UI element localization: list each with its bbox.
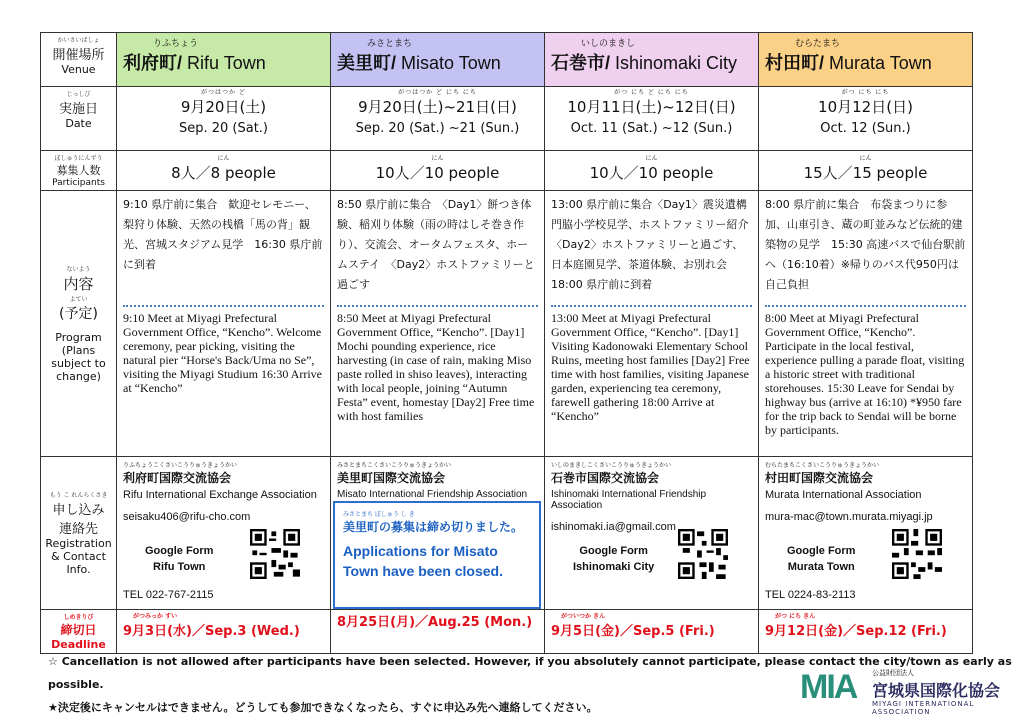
program-row	[41, 191, 973, 457]
org-name-jp: 石巻市国際交流協会	[551, 471, 660, 485]
venue-label-ruby: かいさいばしょ	[57, 37, 100, 44]
deadline-label: しめきりび 締切日 Deadline	[41, 610, 117, 654]
deadline-row	[41, 610, 973, 654]
phone-number: TEL 022-767-2115	[123, 589, 214, 601]
applications-closed-notice: みさとまち ぼしゅう し き 美里町の募集は締め切りました。 Applications for Misato Town have been closed.	[333, 501, 541, 609]
contact-row	[41, 457, 973, 610]
venue-row	[41, 33, 973, 87]
email-link[interactable]: mura-mac@town.murata.miyagi.jp	[765, 511, 933, 523]
people-rifu: にん 8人／8 people	[117, 151, 331, 191]
venue-misato	[331, 33, 545, 87]
logo-jp: 宮城県国際化協会	[872, 681, 1001, 700]
people-murata: にん 15人／15 people	[759, 151, 973, 191]
org-name-jp: 村田町国際交流協会	[765, 471, 874, 485]
note-english: ☆ Cancellation is not allowed after participants have been selected. However, if you absolutely cannot participate, please contact the city/town as early as possible.	[48, 655, 1012, 691]
date-ishinomaki: がつ にち ど にち にち 10月11日(土)~12日(日) Oct. 11 (Sat.) ~12 (Sun.)	[545, 87, 759, 151]
qr-code-icon[interactable]	[678, 529, 728, 579]
deadline-misato: 8月25日(月)／Aug.25 (Mon.)	[331, 610, 545, 654]
date-label: じっしび 実施日 Date	[41, 87, 117, 151]
participants-label: ぼしゅうにんずう 募集人数 Participants	[41, 151, 117, 191]
org-name-jp: 美里町国際交流協会	[337, 471, 446, 485]
venue-name: 美里町/ Misato Town	[337, 53, 501, 73]
program-divider	[337, 305, 538, 307]
logo-small: 公益財団法人	[872, 669, 914, 677]
program-misato: 8:50 県庁前に集合 〈Day1〉餅つき体験、稲刈り体験（雨の時はしそ巻き作り）、交流会、オータムフェスタ、ホームステイ 〈Day2〉ホストファミリーと過ごす 8:50 Meet at Miyagi Prefectural Government Office, “Kencho”. [Day1] Mochi pounding experience, rice harvesting (in case of rain, making Miso paste rolled in shiso leaves), interacting with local people, joining “Autumn Festa” event, homestay [Day2] Free time with host families	[331, 191, 545, 457]
date-murata: がつ にち にち 10月12日(日) Oct. 12 (Sun.)	[759, 87, 973, 151]
event-sheet	[40, 32, 972, 654]
email-link[interactable]: ishinomaki.ia@gmail.com	[551, 521, 676, 533]
venue-ruby: みさとまち	[367, 39, 413, 49]
google-form-link[interactable]: Google Form Murata Town	[787, 545, 856, 573]
contact-rifu: りふちょうこくさいこうりゅうきょうかい 利府町国際交流協会 Rifu International Exchange Association seisaku406@rifu-cho.com Google Form Rifu Town TEL 022-767-2115	[117, 457, 331, 610]
phone-number: TEL 0224-83-2113	[765, 589, 856, 601]
org-name-en: Rifu International Exchange Association	[123, 489, 317, 501]
venue-label-jp: 開催場所	[52, 48, 105, 63]
program-label: ないよう 内容 よてい (予定) Program (Plans subject to change)	[41, 191, 117, 457]
deadline-ishinomaki: がついつか きん 9月5日(金)／Sep.5 (Fri.)	[545, 610, 759, 654]
contact-label: もう こ れんらくさき 申し込み 連絡先 Registration & Contact Info.	[41, 457, 117, 610]
venue-name: 利府町/ Rifu Town	[123, 53, 266, 73]
venue-ruby: いしのまきし	[581, 39, 636, 49]
venue-murata	[759, 33, 973, 87]
venue-rifu	[117, 33, 331, 87]
qr-code-icon[interactable]	[892, 529, 942, 579]
program-ishinomaki: 13:00 県庁前に集合〈Day1〉震災遺構門脇小学校見学、ホストファミリー紹介 〈Day2〉ホストファミリーと過ごす、日本庭園見学、茶道体験、お別れ会 18:00 県庁前に到着 13:00 Meet at Miyagi Prefectural Government Office, “Kencho”. [Day1] Visiting Kadonowaki Elementary School Ruins, meeting host families [Day2] Free time with host families, visiting Japanese garden, experiencing tea ceremony, farewell gathering 18:00 Arrive at “Kencho”	[545, 191, 759, 457]
deadline-rifu: がつみっか すい 9月3日(水)／Sep.3 (Wed.)	[117, 610, 331, 654]
program-divider	[123, 305, 324, 307]
participants-row	[41, 151, 973, 191]
venue-label	[41, 33, 117, 87]
venue-ruby: りふちょう	[153, 39, 199, 49]
program-divider	[551, 305, 752, 307]
org-name-en: Misato International Friendship Association	[337, 489, 528, 500]
venue-label-en: Venue	[61, 63, 96, 76]
program-divider	[765, 305, 966, 307]
google-form-link[interactable]: Google Form Rifu Town	[145, 545, 214, 573]
logo-en: MIYAGI INTERNATIONAL ASSOCIATION	[872, 700, 975, 716]
venue-name: 村田町/ Murata Town	[765, 53, 932, 73]
program-murata: 8:00 県庁前に集合 布袋まつりに参加、山車引き、蔵の町並みなど伝統的建築物の見学 15:30 高速バスで仙台駅前へ（16:10着）※帰りのバス代950円は自己負担 8:00 Meet at Miyagi Prefectural Government Office, “Kencho”. Participate in the local festival, experience pulling a parade float, visiting a historic street with traditional storehouses. 15:30 Leave for Sendai by highway bus (arrive at 16:10) *¥950 fare for the trip back to Sendai will be borne by participants.	[759, 191, 973, 457]
date-rifu: がつはつか ど 9月20日(土) Sep. 20 (Sat.)	[117, 87, 331, 151]
deadline-murata: がつ にち きん 9月12日(金)／Sep.12 (Fri.)	[759, 610, 973, 654]
date-misato: がつはつか ど にち にち 9月20日(土)~21日(日) Sep. 20 (Sat.) ~21 (Sun.)	[331, 87, 545, 151]
org-name-jp: 利府町国際交流協会	[123, 471, 232, 485]
qr-code-icon[interactable]	[250, 529, 300, 579]
schedule-table	[40, 32, 973, 654]
google-form-link[interactable]: Google Form Ishinomaki City	[573, 545, 655, 573]
contact-ishinomaki: いしのまきしこくさいこうりゅうきょうかい 石巻市国際交流協会 Ishinomaki International Friendship Association ishinomaki.ia@gmail.com Google Form Ishinomaki City	[545, 457, 759, 610]
venue-ruby: むらたまち	[795, 39, 841, 49]
people-misato: にん 10人／10 people	[331, 151, 545, 191]
contact-murata: むらたまちこくさいこうりゅうきょうかい 村田町国際交流協会 Murata International Association mura-mac@town.murata.miyagi.jp Google Form Murata Town TEL 0224-83-2113	[759, 457, 973, 610]
mia-logo	[800, 666, 1000, 714]
venue-name: 石巻市/ Ishinomaki City	[551, 53, 738, 73]
org-name-en: Ishinomaki International Friendship Association	[551, 489, 707, 511]
logo-mark: MIA	[800, 668, 857, 706]
program-rifu: 9:10 県庁前に集合 歓迎セレモニー、梨狩り体験、天然の桟橋「馬の背」観光、宮城スタジアム見学 16:30 県庁前に到着 9:10 Meet at Miyagi Prefectural Government Office, “Kencho”. Welcome ceremony, pear picking, visiting the natural pier “Horse's Back/Uma no Se”, visiting the Miyagi Studium 16:30 Arrive at “Kencho”	[117, 191, 331, 457]
people-ishinomaki: にん 10人／10 people	[545, 151, 759, 191]
venue-ishinomaki	[545, 33, 759, 87]
org-name-en: Murata International Association	[765, 489, 922, 501]
contact-misato: みさとまちこくさいこうりゅうきょうかい 美里町国際交流協会 Misato International Friendship Association みさとまち ぼしゅう し き 美里町の募集は締め切りました。 Applications for Misato Town have been closed.	[331, 457, 545, 610]
date-row	[41, 87, 973, 151]
email-link[interactable]: seisaku406@rifu-cho.com	[123, 511, 251, 523]
note-japanese: ★決定後にキャンセルはできません。どうしても参加できなくなったら、すぐに申込み先へ連絡してください。	[48, 701, 598, 714]
